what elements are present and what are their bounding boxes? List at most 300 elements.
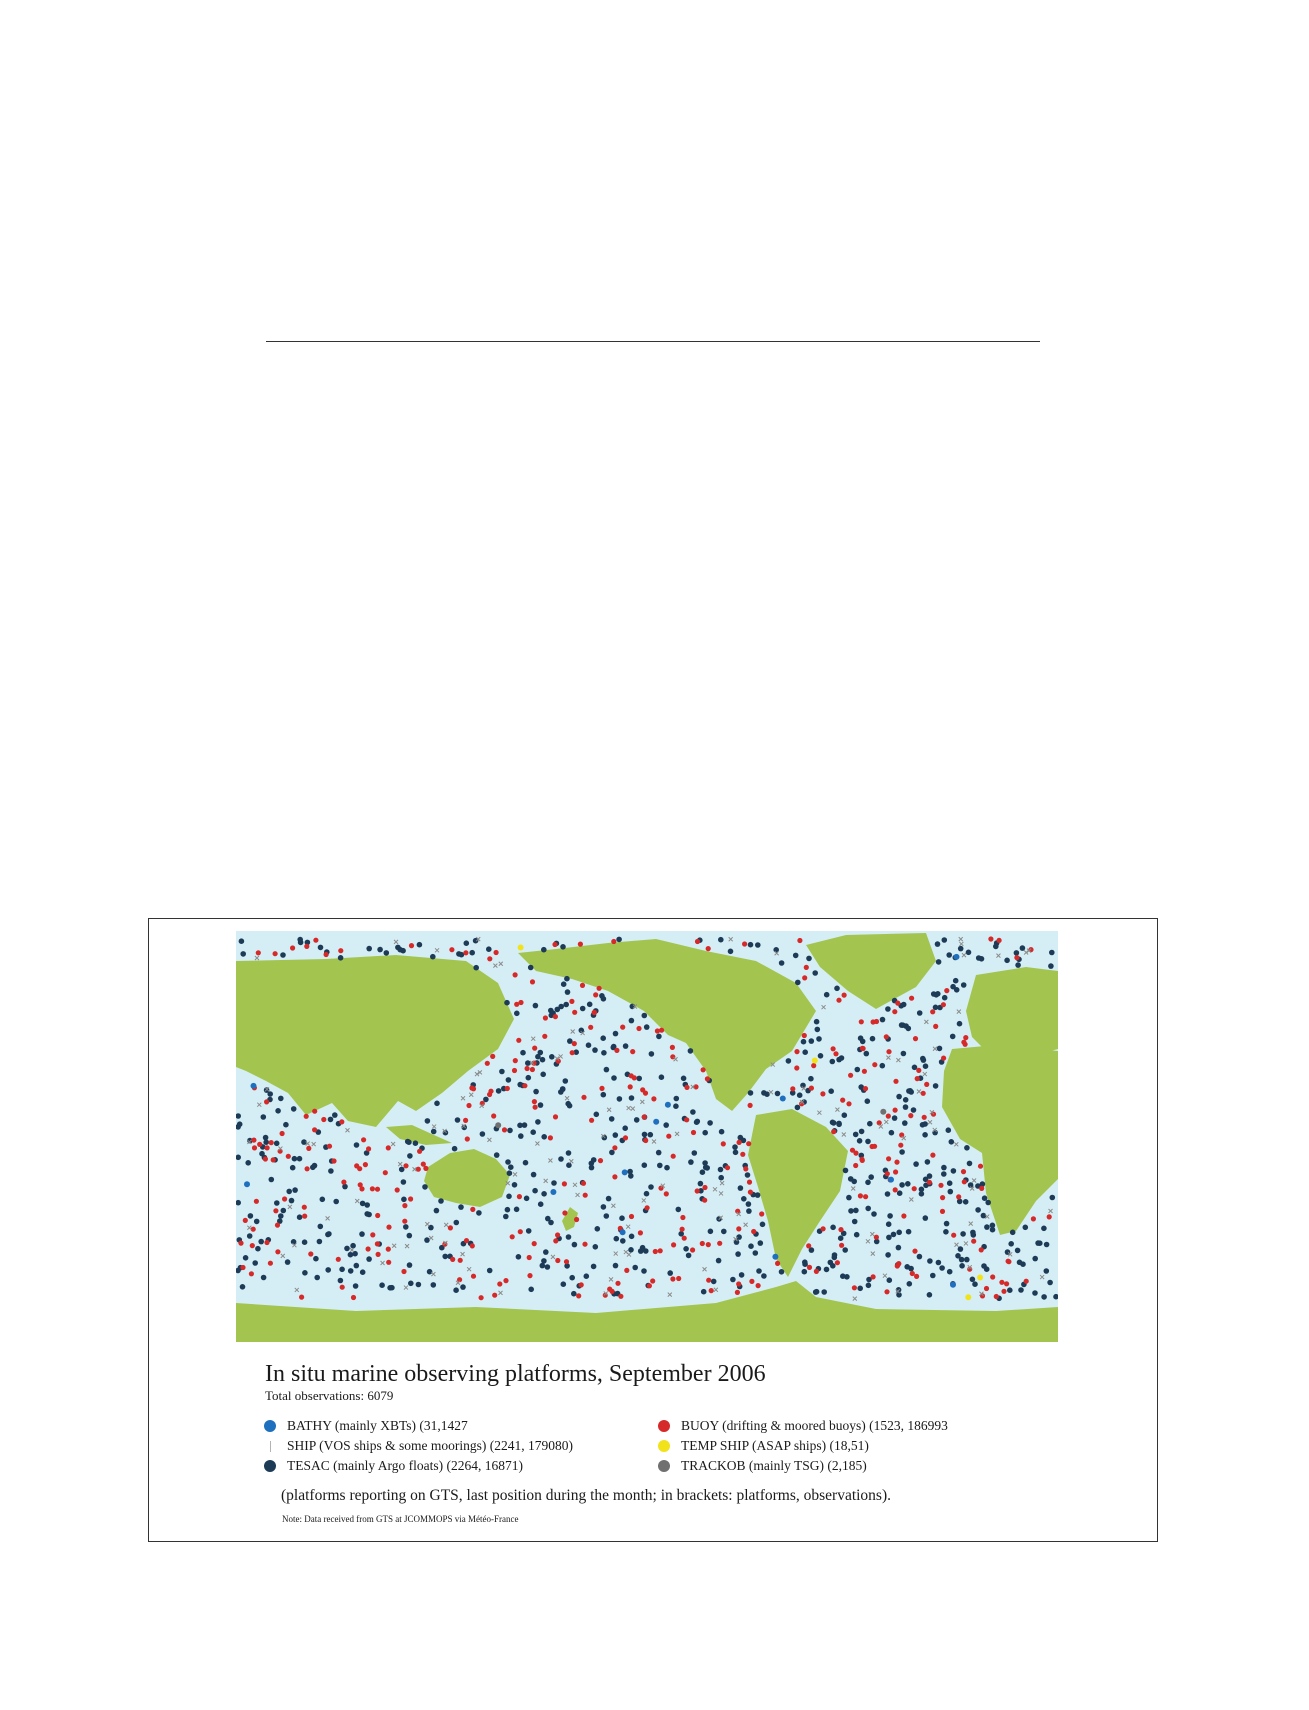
- marker-buoy: [570, 1050, 575, 1055]
- marker-tesac: [528, 965, 534, 971]
- marker-tesac: [541, 1191, 547, 1197]
- trackob-swatch-icon: [655, 1456, 673, 1476]
- marker-tesac: [716, 1258, 722, 1264]
- marker-tesac: [469, 950, 475, 956]
- marker-buoy: [386, 1260, 391, 1265]
- marker-tesac: [408, 1281, 414, 1287]
- marker-buoy: [502, 1127, 507, 1132]
- marker-buoy: [643, 1138, 648, 1143]
- marker-buoy: [749, 1279, 754, 1284]
- marker-tesac: [891, 1232, 897, 1238]
- marker-tesac: [248, 1213, 254, 1219]
- marker-tesac: [506, 1194, 512, 1200]
- marker-tesac: [387, 1285, 393, 1291]
- marker-tesac: [718, 1175, 724, 1181]
- marker-tesac: [629, 1234, 635, 1240]
- marker-tesac: [814, 1289, 820, 1295]
- marker-tesac: [981, 1213, 987, 1219]
- marker-tesac: [961, 982, 967, 988]
- marker-buoy: [514, 1002, 519, 1007]
- marker-tesac: [840, 1273, 846, 1279]
- marker-buoy: [871, 1019, 876, 1024]
- marker-buoy: [492, 1293, 497, 1298]
- marker-tesac: [1018, 1287, 1024, 1293]
- marker-tesac: [795, 1105, 801, 1111]
- marker-tesac: [885, 1252, 891, 1258]
- marker-tesac: [512, 1182, 518, 1188]
- marker-tesac: [298, 940, 304, 946]
- marker-tesac: [760, 1222, 766, 1228]
- marker-tesac: [830, 1225, 836, 1231]
- legend-label: BUOY (drifting & moored buoys) (1523, 186993: [681, 1418, 948, 1433]
- marker-buoy: [775, 1261, 780, 1266]
- marker-tesac: [278, 1096, 284, 1102]
- marker-tesac: [526, 1228, 532, 1234]
- marker-bathy: [888, 1177, 894, 1183]
- marker-tesac: [353, 1283, 359, 1289]
- legend-item-temp-ship: [655, 1436, 869, 1456]
- marker-buoy: [794, 1065, 799, 1070]
- legend-label: SHIP (VOS ships & some moorings) (2241, 179080): [287, 1438, 574, 1453]
- marker-buoy: [643, 1091, 648, 1096]
- marker-buoy: [581, 1095, 586, 1100]
- marker-buoy: [527, 1273, 532, 1278]
- marker-tesac: [269, 1177, 275, 1183]
- marker-buoy: [312, 1127, 317, 1132]
- marker-tesac: [946, 952, 952, 958]
- marker-buoy: [375, 1213, 380, 1218]
- marker-bathy: [620, 1229, 626, 1235]
- marker-tesac: [540, 1072, 546, 1078]
- marker-tesac: [628, 1247, 634, 1253]
- marker-tesac: [838, 1235, 844, 1241]
- marker-buoy: [717, 1241, 722, 1246]
- marker-tesac: [520, 1050, 526, 1056]
- marker-buoy: [811, 1063, 816, 1068]
- marker-tesac: [953, 978, 959, 984]
- marker-buoy: [543, 1015, 548, 1020]
- marker-buoy: [376, 1252, 381, 1257]
- marker-tesac: [310, 1165, 316, 1171]
- marker-buoy: [620, 1025, 625, 1030]
- marker-buoy: [553, 1114, 558, 1119]
- marker-buoy: [513, 972, 518, 977]
- marker-buoy: [790, 1086, 795, 1091]
- marker-tesac: [745, 1172, 751, 1178]
- marker-tesac: [504, 1000, 510, 1006]
- marker-buoy: [680, 1227, 685, 1232]
- marker-tesac: [947, 1269, 953, 1275]
- marker-buoy: [1014, 955, 1019, 960]
- marker-buoy: [525, 1066, 530, 1071]
- marker-tesac: [903, 1097, 909, 1103]
- marker-tesac: [535, 1054, 541, 1060]
- marker-tesac: [842, 1247, 848, 1253]
- marker-buoy: [740, 1152, 745, 1157]
- marker-buoy: [265, 1145, 270, 1150]
- marker-tesac: [614, 1236, 620, 1242]
- marker-tesac: [517, 1082, 523, 1088]
- marker-buoy: [552, 942, 557, 947]
- marker-buoy: [471, 1274, 476, 1279]
- marker-tesac: [455, 1117, 461, 1123]
- marker-tesac: [413, 1140, 419, 1146]
- marker-buoy: [748, 1190, 753, 1195]
- marker-buoy: [403, 1163, 408, 1168]
- marker-tesac: [594, 1112, 600, 1118]
- marker-tesac: [291, 1106, 297, 1112]
- marker-bathy: [780, 1096, 786, 1102]
- marker-buoy: [269, 1140, 274, 1145]
- marker-tesac: [707, 1120, 713, 1126]
- marker-tesac: [1032, 1256, 1038, 1262]
- marker-buoy: [742, 941, 747, 946]
- marker-tesac: [906, 1229, 912, 1235]
- marker-tesac: [935, 941, 941, 947]
- marker-buoy: [299, 1295, 304, 1300]
- marker-buoy: [358, 1182, 363, 1187]
- marker-buoy: [642, 1114, 647, 1119]
- marker-tesac: [545, 1216, 551, 1222]
- marker-buoy: [569, 999, 574, 1004]
- marker-buoy: [589, 1118, 594, 1123]
- marker-buoy: [532, 1241, 537, 1246]
- marker-buoy: [706, 946, 711, 951]
- marker-tesac: [688, 1159, 694, 1165]
- marker-tesac: [933, 1083, 939, 1089]
- marker-tesac: [580, 1006, 586, 1012]
- legend-item-buoy: [655, 1416, 948, 1436]
- marker-tesac: [793, 953, 799, 959]
- marker-buoy: [517, 1194, 522, 1199]
- marker-tesac: [317, 1239, 323, 1245]
- marker-tesac: [561, 981, 567, 987]
- marker-tesac: [417, 942, 423, 948]
- marker-buoy: [833, 1051, 838, 1056]
- marker-trackob: [495, 1122, 501, 1128]
- marker-tesac: [907, 1088, 913, 1094]
- marker-tesac: [818, 1053, 824, 1059]
- marker-tesac: [530, 1129, 536, 1135]
- marker-tesac: [852, 1219, 858, 1225]
- marker-tesac: [533, 1089, 539, 1095]
- marker-tesac: [718, 1167, 724, 1173]
- marker-buoy: [802, 1033, 807, 1038]
- marker-buoy: [533, 1105, 538, 1110]
- marker-tesac: [906, 1026, 912, 1032]
- marker-tesac: [405, 1139, 411, 1145]
- marker-buoy: [366, 1146, 371, 1151]
- marker-bathy: [772, 1254, 778, 1260]
- marker-tesac: [359, 1231, 365, 1237]
- marker-buoy: [743, 1166, 748, 1171]
- marker-buoy: [497, 1281, 502, 1286]
- marker-tesac: [508, 1164, 514, 1170]
- marker-buoy: [313, 938, 318, 943]
- marker-buoy: [562, 1210, 567, 1215]
- marker-buoy: [250, 1243, 255, 1248]
- marker-buoy: [383, 1170, 388, 1175]
- marker-tesac: [907, 1281, 913, 1287]
- marker-buoy: [862, 1069, 867, 1074]
- marker-tesac: [941, 1165, 947, 1171]
- marker-tesac: [538, 1102, 544, 1108]
- marker-buoy: [651, 1096, 656, 1101]
- marker-buoy: [979, 1186, 984, 1191]
- marker-buoy: [340, 1285, 345, 1290]
- marker-buoy: [886, 1049, 891, 1054]
- marker-bathy: [244, 1181, 250, 1187]
- marker-buoy: [895, 1263, 900, 1268]
- marker-buoy: [532, 1099, 537, 1104]
- marker-tesac: [718, 937, 724, 943]
- marker-tesac: [541, 1134, 547, 1140]
- marker-tesac: [360, 1201, 366, 1207]
- marker-tesac: [348, 1252, 354, 1258]
- marker-tesac: [886, 1221, 892, 1227]
- marker-buoy: [542, 1034, 547, 1039]
- world-map: [236, 931, 1058, 1342]
- marker-buoy: [836, 998, 841, 1003]
- marker-tesac: [917, 1010, 923, 1016]
- marker-buoy: [366, 1246, 371, 1251]
- marker-buoy: [240, 1265, 245, 1270]
- marker-tesac: [700, 1169, 706, 1175]
- marker-tesac: [746, 1208, 752, 1214]
- marker-tesac: [613, 1132, 619, 1138]
- marker-tesac: [942, 937, 948, 943]
- marker-tesac: [540, 1263, 546, 1269]
- legend-label: TRACKOB (mainly TSG) (2,185): [681, 1458, 867, 1473]
- marker-buoy: [402, 1219, 407, 1224]
- marker-buoy: [592, 1010, 597, 1015]
- marker-tesac: [1010, 1230, 1016, 1236]
- marker-tesac: [464, 940, 470, 946]
- marker-tesac: [548, 1008, 554, 1014]
- marker-buoy: [491, 1113, 496, 1118]
- marker-tesac: [274, 1141, 280, 1147]
- marker-buoy: [338, 948, 343, 953]
- marker-buoy: [612, 1174, 617, 1179]
- marker-buoy: [463, 950, 468, 955]
- marker-buoy: [321, 1117, 326, 1122]
- marker-buoy: [263, 1156, 268, 1161]
- marker-tesac: [937, 1046, 943, 1052]
- marker-bathy: [665, 1102, 671, 1108]
- marker-buoy: [576, 1293, 581, 1298]
- marker-buoy: [898, 1143, 903, 1148]
- marker-buoy: [820, 1091, 825, 1096]
- marker-tesac: [473, 965, 479, 971]
- marker-tesac: [280, 952, 286, 958]
- marker-buoy: [659, 1028, 664, 1033]
- marker-tesac: [604, 1067, 610, 1073]
- marker-tesac: [247, 1233, 253, 1239]
- marker-buoy: [809, 1086, 814, 1091]
- marker-buoy: [615, 1281, 620, 1286]
- marker-tesac: [514, 1011, 520, 1017]
- marker-tesac: [925, 1159, 931, 1165]
- marker-tesac: [896, 1245, 902, 1251]
- marker-tesac: [695, 1119, 701, 1125]
- marker-buoy: [680, 1215, 685, 1220]
- marker-buoy: [629, 1214, 634, 1219]
- marker-buoy: [336, 1257, 341, 1262]
- marker-buoy: [264, 1240, 269, 1245]
- marker-tesac: [899, 1182, 905, 1188]
- marker-tesac: [748, 1090, 754, 1096]
- marker-buoy: [909, 996, 914, 1001]
- marker-buoy: [304, 944, 309, 949]
- marker-buoy: [522, 1083, 527, 1088]
- marker-tesac: [641, 1268, 647, 1274]
- marker-buoy: [988, 936, 993, 941]
- marker-buoy: [706, 1278, 711, 1283]
- marker-buoy: [375, 1241, 380, 1246]
- marker-buoy: [984, 1286, 989, 1291]
- marker-tesac: [855, 1067, 861, 1073]
- marker-buoy: [933, 1024, 938, 1029]
- marker-tesac: [1044, 1268, 1050, 1274]
- marker-tesac: [267, 1091, 273, 1097]
- marker-buoy: [450, 1257, 455, 1262]
- marker-tesac: [591, 1264, 597, 1270]
- marker-tesac: [756, 1268, 762, 1274]
- marker-tesac: [880, 1017, 886, 1023]
- marker-buoy: [756, 1283, 761, 1288]
- marker-tesac: [824, 1267, 830, 1273]
- marker-buoy: [682, 1236, 687, 1241]
- marker-tesac: [1048, 963, 1054, 969]
- marker-buoy: [471, 1086, 476, 1091]
- marker-tesac: [905, 1181, 911, 1187]
- marker-buoy: [690, 1247, 695, 1252]
- marker-tesac: [943, 1229, 949, 1235]
- marker-tesac: [1032, 1290, 1038, 1296]
- marker-tesac: [854, 1232, 860, 1238]
- marker-tesac: [746, 1201, 752, 1207]
- marker-tesac: [853, 1208, 859, 1214]
- marker-tesac: [263, 1139, 269, 1145]
- marker-buoy: [895, 1001, 900, 1006]
- marker-buoy: [487, 956, 492, 961]
- marker-buoy: [1006, 1259, 1011, 1264]
- marker-buoy: [466, 1103, 471, 1108]
- marker-tesac: [808, 1076, 814, 1082]
- marker-buoy: [886, 1114, 891, 1119]
- marker-tesac: [480, 1131, 486, 1137]
- marker-tesac: [733, 1150, 739, 1156]
- marker-tesac: [860, 1039, 866, 1045]
- marker-tesac: [1017, 1260, 1023, 1266]
- marker-tesac: [642, 1132, 648, 1138]
- marker-tesac: [1020, 945, 1026, 951]
- marker-buoy: [458, 1258, 463, 1263]
- marker-tesac: [261, 1114, 267, 1120]
- marker-buoy: [736, 1281, 741, 1286]
- marker-tesac: [571, 1291, 577, 1297]
- marker-buoy: [485, 1061, 490, 1066]
- marker-tesac: [899, 1149, 905, 1155]
- marker-tesac: [325, 1232, 331, 1238]
- marker-tesac: [254, 1219, 260, 1225]
- marker-buoy: [305, 1166, 310, 1171]
- marker-tesac: [948, 1189, 954, 1195]
- marker-tesac: [245, 1160, 251, 1166]
- marker-buoy: [676, 1276, 681, 1281]
- marker-tesac: [797, 1092, 803, 1098]
- marker-buoy: [893, 1108, 898, 1113]
- marker-buoy: [238, 1241, 243, 1246]
- marker-tesac: [486, 946, 492, 952]
- marker-tesac: [535, 1119, 541, 1125]
- marker-tesac: [354, 1142, 360, 1148]
- marker-tesac: [1047, 1280, 1053, 1286]
- marker-tesac: [972, 1281, 978, 1287]
- marker-tesac: [663, 1122, 669, 1128]
- marker-tesac: [338, 955, 344, 961]
- marker-buoy: [271, 1157, 276, 1162]
- marker-tesac: [1050, 1195, 1056, 1201]
- marker-buoy: [280, 1131, 285, 1136]
- marker-buoy: [901, 1213, 906, 1218]
- marker-tesac: [366, 946, 372, 952]
- marker-tesac: [739, 1272, 745, 1278]
- temp-ship-swatch-icon: [655, 1436, 673, 1456]
- marker-buoy: [874, 1235, 879, 1240]
- marker-tesac: [601, 1204, 607, 1210]
- legend-label: BATHY (mainly XBTs) (31,1427: [287, 1418, 468, 1433]
- marker-tesac: [395, 945, 401, 951]
- marker-tesac: [735, 1251, 741, 1257]
- marker-tesac: [628, 1173, 634, 1179]
- marker-tesac: [565, 989, 571, 995]
- marker-tesac: [802, 1049, 808, 1055]
- marker-tesac: [982, 1195, 988, 1201]
- marker-buoy: [494, 950, 499, 955]
- marker-tesac: [814, 1019, 820, 1025]
- marker-tesac: [452, 1146, 458, 1152]
- marker-tesac: [795, 980, 801, 986]
- marker-tesac: [601, 1050, 607, 1056]
- marker-buoy: [748, 1103, 753, 1108]
- marker-tesac: [846, 1195, 852, 1201]
- marker-buoy: [516, 1038, 521, 1043]
- marker-tesac: [985, 1200, 991, 1206]
- marker-tesac: [957, 1021, 963, 1027]
- marker-tesac: [285, 1259, 291, 1265]
- marker-tesac: [623, 1043, 629, 1049]
- marker-buoy: [275, 1249, 280, 1254]
- marker-tesac: [523, 1160, 529, 1166]
- marker-buoy: [275, 1223, 280, 1228]
- header-rule: [266, 341, 1040, 342]
- marker-bathy: [550, 1189, 556, 1195]
- marker-tesac: [939, 1265, 945, 1271]
- marker-buoy: [913, 1036, 918, 1041]
- marker-tesac: [525, 1060, 531, 1066]
- marker-buoy: [505, 1086, 510, 1091]
- marker-tesac: [642, 1162, 648, 1168]
- marker-buoy: [804, 965, 809, 970]
- marker-tesac: [240, 951, 246, 957]
- marker-buoy: [807, 1265, 812, 1270]
- marker-tesac: [830, 1059, 836, 1065]
- marker-tesac: [913, 1161, 919, 1167]
- marker-tesac: [970, 1277, 976, 1283]
- marker-buoy: [395, 1187, 400, 1192]
- marker-tesac: [292, 1156, 298, 1162]
